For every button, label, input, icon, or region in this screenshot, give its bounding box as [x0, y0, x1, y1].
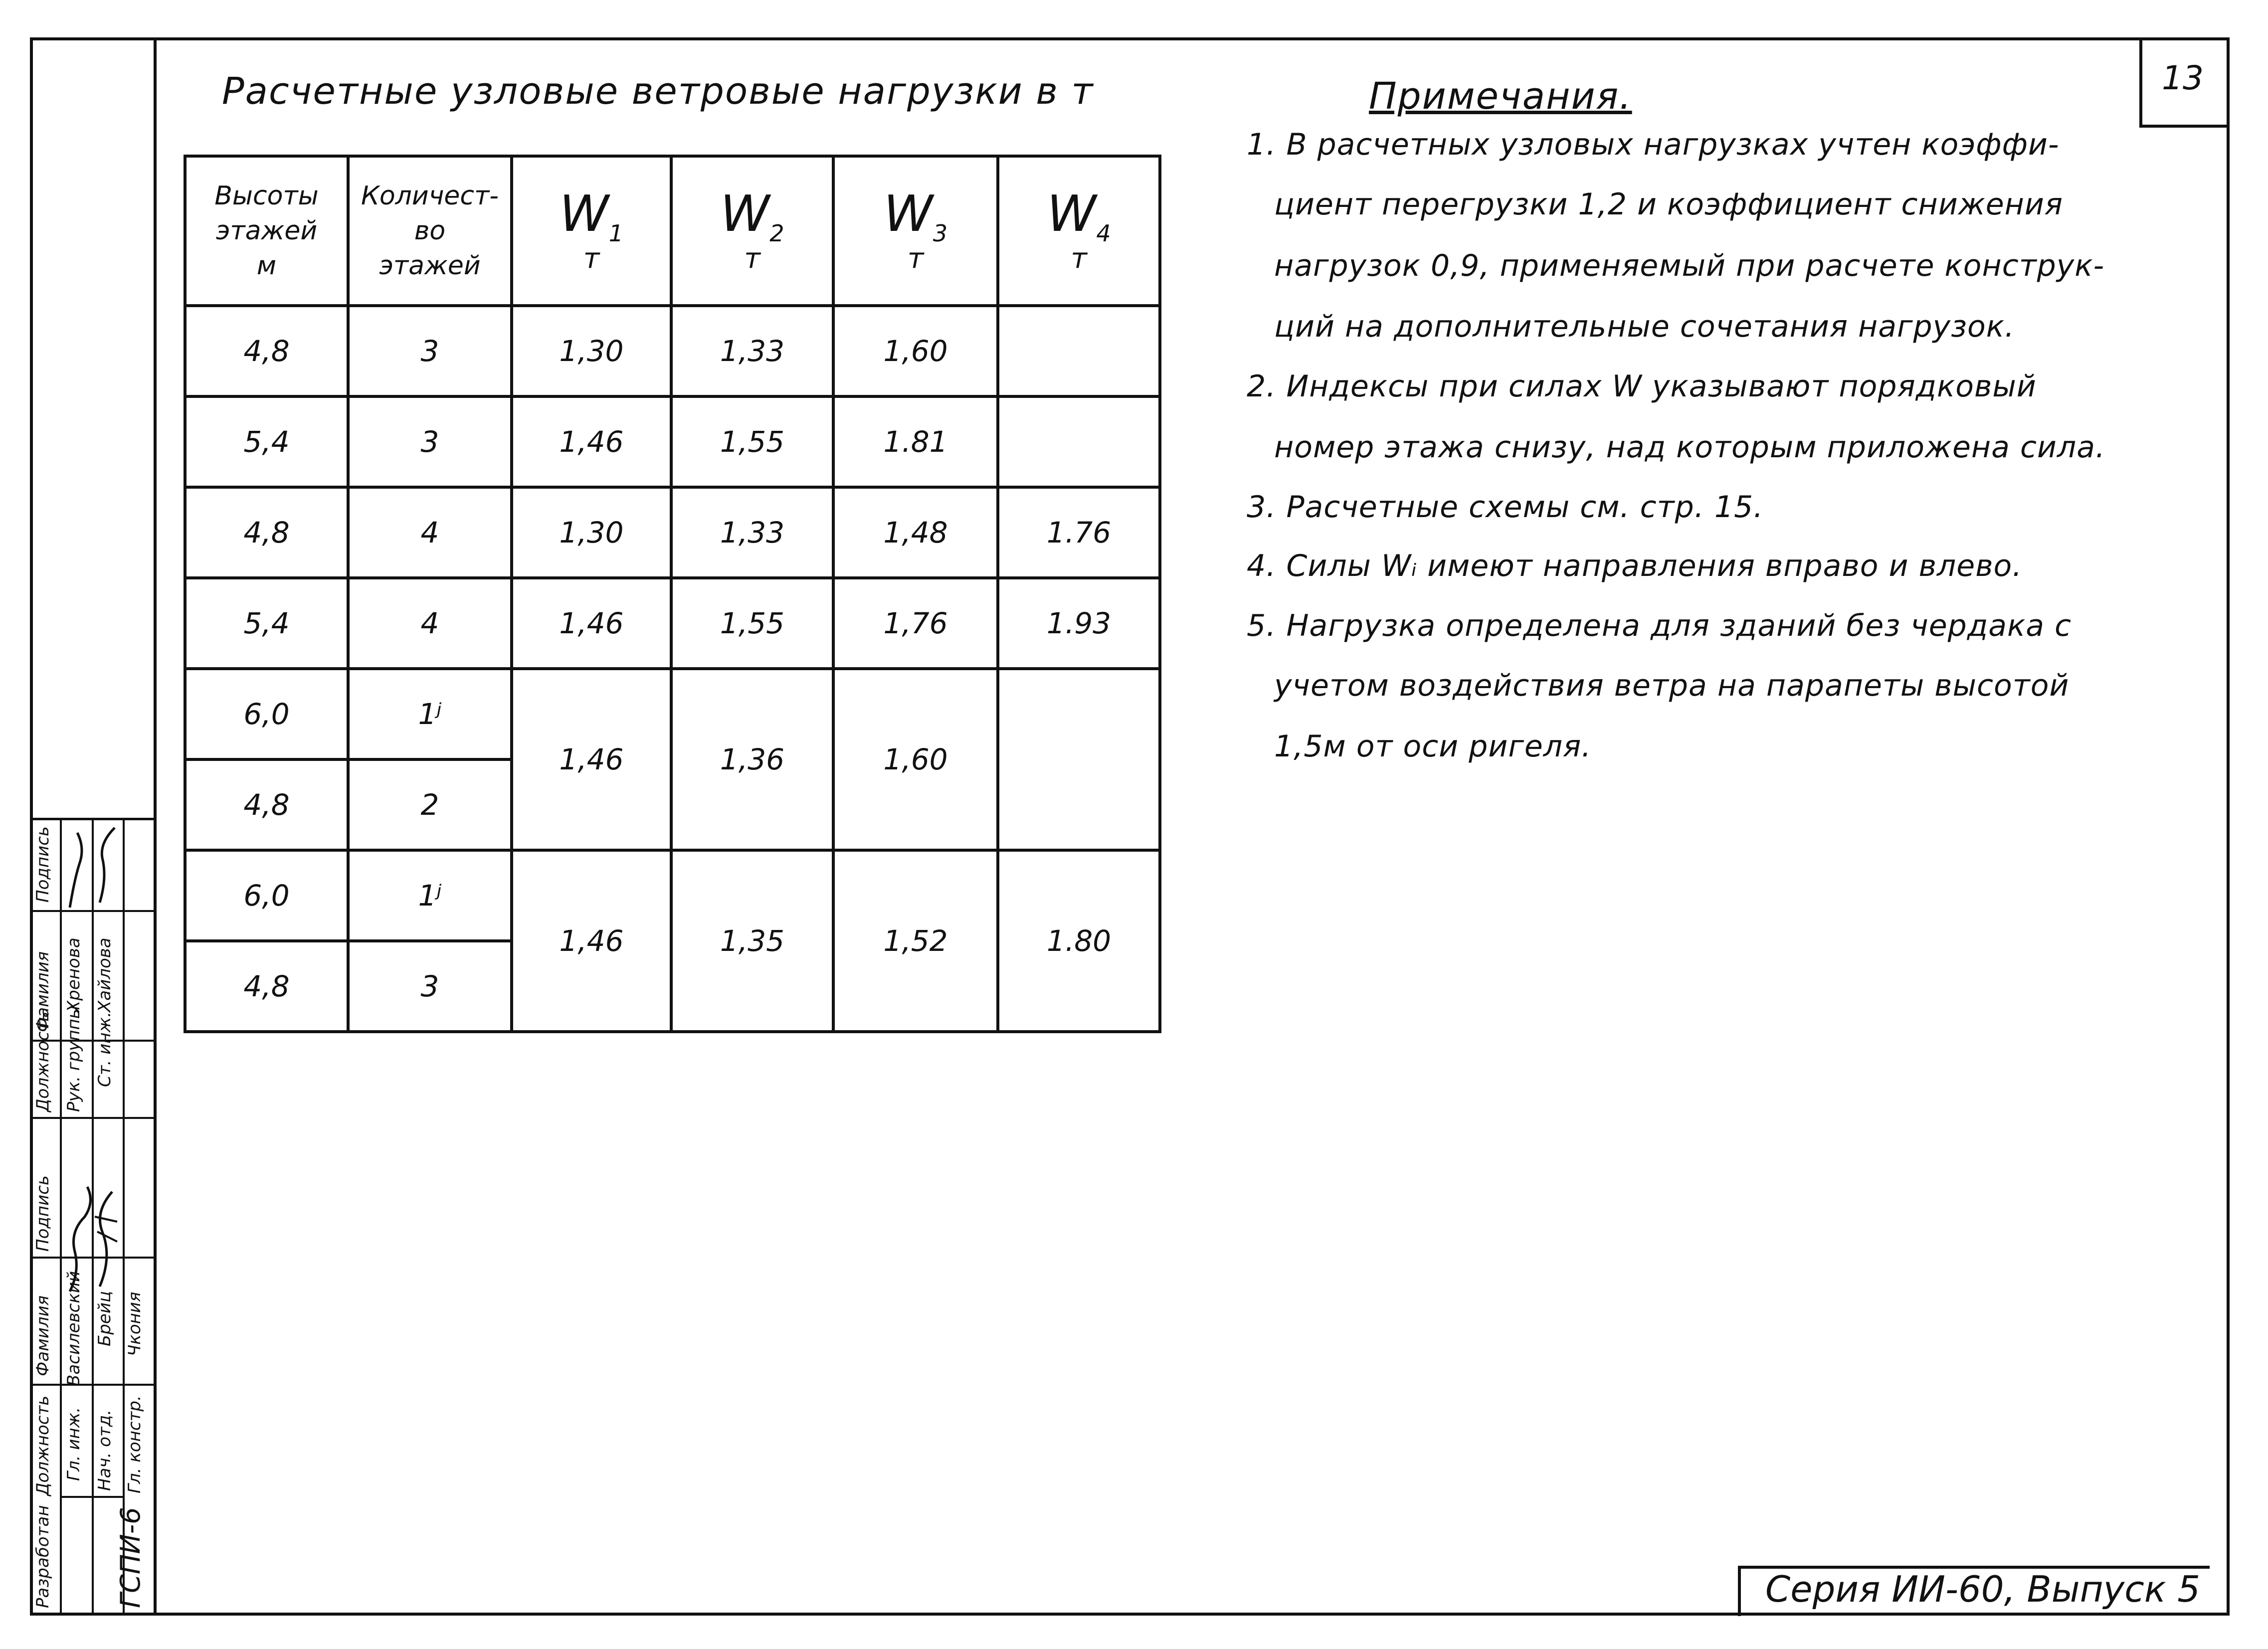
table-row-group: [185, 850, 1160, 941]
frame-right: [2227, 37, 2230, 1616]
note-line: нагрузок 0,9, применяемый при расчете конструк-: [1274, 248, 2105, 283]
series-label: Серия ИИ-60, Выпуск 5: [1765, 1568, 2201, 1610]
note-line: ций на дополнительные сочетания нагрузок.: [1274, 309, 2015, 344]
cell-w4: 1.76: [998, 487, 1160, 578]
stamp-surname-2: Хайлова: [95, 937, 115, 1012]
stamp-surname: Василевский: [64, 1271, 84, 1386]
cell-height: 4,8: [185, 487, 348, 578]
cell-count: 3: [348, 396, 512, 487]
cell-w1: 1,46: [512, 669, 671, 850]
stamp-signature-header-2: Подпись: [33, 826, 53, 903]
cell-w4: [998, 306, 1160, 396]
stamp-developed-label: Разработан: [33, 1505, 53, 1608]
cell-height: 6,0: [185, 669, 348, 759]
cell-w2: 1,35: [671, 850, 833, 1032]
cell-count: 1ʲ: [348, 669, 512, 759]
table-row: [185, 306, 1160, 396]
cell-w2: 1,33: [671, 306, 833, 396]
cell-w1: 1,30: [512, 306, 671, 396]
stamp-position-2: Ст. инж.: [95, 1012, 115, 1087]
cell-w2: 1,55: [671, 578, 833, 669]
header-w3: $W_3$ т: [833, 156, 998, 306]
cell-height: 6,0: [185, 850, 348, 941]
note-line: 5. Нагрузка определена для зданий без чердака с: [1247, 608, 2072, 643]
stamp-org-label: ГСПИ-6: [115, 1507, 146, 1608]
cell-w3: 1,60: [833, 306, 998, 396]
note-line: 3. Расчетные схемы см. стр. 15.: [1247, 490, 1764, 525]
header-w2: $W_2$ т: [671, 156, 833, 306]
cell-count: 4: [348, 487, 512, 578]
cell-height: 4,8: [185, 941, 348, 1032]
table-row: [185, 578, 1160, 669]
table-row-group: [185, 669, 1160, 759]
cell-w3: 1.81: [833, 396, 998, 487]
stamp-position: Гл. инж.: [64, 1407, 84, 1481]
note-line: номер этажа снизу, над которым приложена сила.: [1274, 430, 2106, 465]
header-w1: $W_1$ т: [512, 156, 671, 306]
table-title: Расчетные узловые ветровые нагрузки в т: [222, 70, 1094, 113]
cell-height: 4,8: [185, 759, 348, 850]
cell-height: 5,4: [185, 578, 348, 669]
stamp-position: Нач. отд.: [95, 1409, 115, 1491]
cell-count: 4: [348, 578, 512, 669]
header-w4: $W_4$ т: [998, 156, 1160, 306]
table-row: [185, 396, 1160, 487]
cell-w4: [998, 669, 1160, 850]
table-row: [185, 487, 1160, 578]
cell-w3: 1,76: [833, 578, 998, 669]
header-count: Количест- во этажей: [348, 156, 512, 306]
cell-w1: 1,46: [512, 578, 671, 669]
cell-w3: 1,60: [833, 669, 998, 850]
stamp-position-header: Должность: [33, 1395, 53, 1496]
stamp-surname-2: Хренова: [64, 937, 84, 1012]
cell-w3: 1,48: [833, 487, 998, 578]
cell-height: 4,8: [185, 306, 348, 396]
signature-scribbles-2: [60, 823, 125, 913]
stamp-surname: Брейц: [95, 1290, 115, 1346]
note-line: 1. В расчетных узловых нагрузках учтен коэффи-: [1247, 127, 2060, 162]
note-line: 4. Силы Wᵢ имеют направления вправо и влево.: [1247, 549, 2023, 583]
cell-w1: 1,30: [512, 487, 671, 578]
note-line: 1,5м от оси ригеля.: [1274, 729, 1592, 764]
cell-height: 5,4: [185, 396, 348, 487]
cell-count: 3: [348, 306, 512, 396]
cell-w4: 1.80: [998, 850, 1160, 1032]
cell-w2: 1,33: [671, 487, 833, 578]
cell-count: 3: [348, 941, 512, 1032]
cell-w1: 1,46: [512, 850, 671, 1032]
cell-count: 1ʲ: [348, 850, 512, 941]
cell-w2: 1,36: [671, 669, 833, 850]
note-line: циент перегрузки 1,2 и коэффициент снижения: [1274, 187, 2063, 222]
cell-w1: 1,46: [512, 396, 671, 487]
page-number: 13: [2162, 59, 2204, 97]
table-header-row: [185, 156, 1160, 306]
stamp-signature-header: Подпись: [33, 1175, 53, 1252]
stamp-position: Гл. констр.: [125, 1395, 145, 1493]
cell-w3: 1,52: [833, 850, 998, 1032]
stamp-position-2: Рук. группы: [64, 1005, 84, 1112]
cell-w4: 1.93: [998, 578, 1160, 669]
cell-count: 2: [348, 759, 512, 850]
stamp-surname: Чкония: [125, 1291, 145, 1356]
stamp-surname-header-2: Фамилия: [33, 951, 53, 1032]
header-height: Высоты этажей м: [185, 156, 348, 306]
note-line: 2. Индексы при силах W указывают порядковый: [1247, 369, 2037, 404]
note-line: учетом воздействия ветра на парапеты высотой: [1274, 668, 2070, 703]
stamp-position-header-2: Должность: [33, 1011, 53, 1112]
signature-scribbles: [60, 1172, 130, 1301]
frame-top: [30, 37, 2229, 40]
cell-w4: [998, 396, 1160, 487]
wind-load-table: [184, 155, 1161, 1033]
notes-title: Примечания.: [1369, 75, 1632, 118]
cell-w2: 1,55: [671, 396, 833, 487]
stamp-surname-header: Фамилия: [33, 1295, 53, 1376]
